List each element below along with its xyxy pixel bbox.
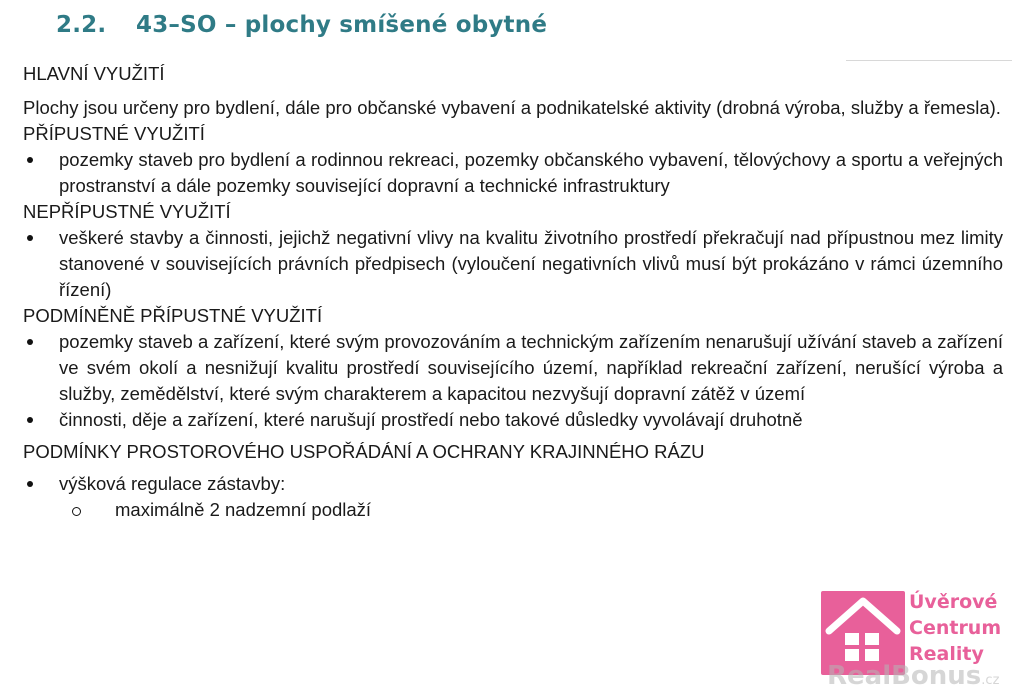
section-number: 2.2. xyxy=(56,12,107,38)
sub-list-item xyxy=(23,497,1003,523)
conditional-use-heading: PODMÍNĚNĚ PŘÍPUSTNÉ VYUŽITÍ xyxy=(23,305,323,326)
bullet-icon xyxy=(27,339,33,345)
list-item xyxy=(23,329,1003,407)
document-body xyxy=(23,61,1003,523)
agency-logo xyxy=(821,587,1021,691)
list-item-text: pozemky staveb pro bydlení a rodinnou rekreaci, pozemky občanského vybavení, tělovýchovy a sportu a veřejných prostranství a dále pozemky související dopravní a technické infrastruktury xyxy=(59,149,1003,196)
list-item-text: činnosti, děje a zařízení, které narušují prostředí nebo takové důsledky vyvolávají druhotně xyxy=(59,409,803,430)
spatial-conditions-heading: PODMÍNKY PROSTOROVÉHO USPOŘÁDÁNÍ A OCHRANY KRAJINNÉHO RÁZU xyxy=(23,441,705,462)
list-item xyxy=(23,407,1003,433)
bullet-icon xyxy=(27,481,33,487)
permitted-use-heading: PŘÍPUSTNÉ VYUŽITÍ xyxy=(23,123,205,144)
bullet-icon xyxy=(27,417,33,423)
bullet-icon xyxy=(27,235,33,241)
logo-line-1: Úvěrové xyxy=(909,591,998,613)
main-use-text: Plochy jsou určeny pro bydlení, dále pro občanské vybavení a podnikatelské aktivity (drobná výroba, služby a řemesla). xyxy=(23,97,1001,118)
section-heading xyxy=(56,12,547,38)
watermark: RealBonus.cz xyxy=(827,661,1000,691)
sub-list-item-text: maximálně 2 nadzemní podlaží xyxy=(115,499,372,520)
list-item xyxy=(23,471,1003,497)
list-item-text: veškeré stavby a činnosti, jejichž negativní vlivy na kvalitu životního prostředí překračují nad přípustnou mez limity stanovené v souvisejících právních předpisech (vyloučení negativních vlivů musí být prokázáno v rámci územního řízení) xyxy=(59,227,1003,300)
main-use-heading: HLAVNÍ VYUŽITÍ xyxy=(23,63,165,84)
bullet-icon xyxy=(27,157,33,163)
circle-bullet-icon xyxy=(72,507,81,516)
logo-line-2: Centrum xyxy=(909,617,1002,639)
list-item xyxy=(23,147,1003,199)
list-item-text: pozemky staveb a zařízení, které svým provozováním a technickým zařízením nenarušují užívání staveb a zařízení ve svém okolí a nesnižují kvalitu prostředí souvisejícího území, například rekreační zařízení, nerušící výroba a služby, zemědělství, které svým charakterem a kapacitou nezvyšují dopravní zátěž v území xyxy=(59,331,1003,404)
list-item xyxy=(23,225,1003,303)
section-title: 43–SO – plochy smíšené obytné xyxy=(136,12,548,38)
list-item-text: výšková regulace zástavby: xyxy=(59,473,286,494)
prohibited-use-heading: NEPŘÍPUSTNÉ VYUŽITÍ xyxy=(23,201,231,222)
logo-line-3: Reality xyxy=(909,643,984,665)
